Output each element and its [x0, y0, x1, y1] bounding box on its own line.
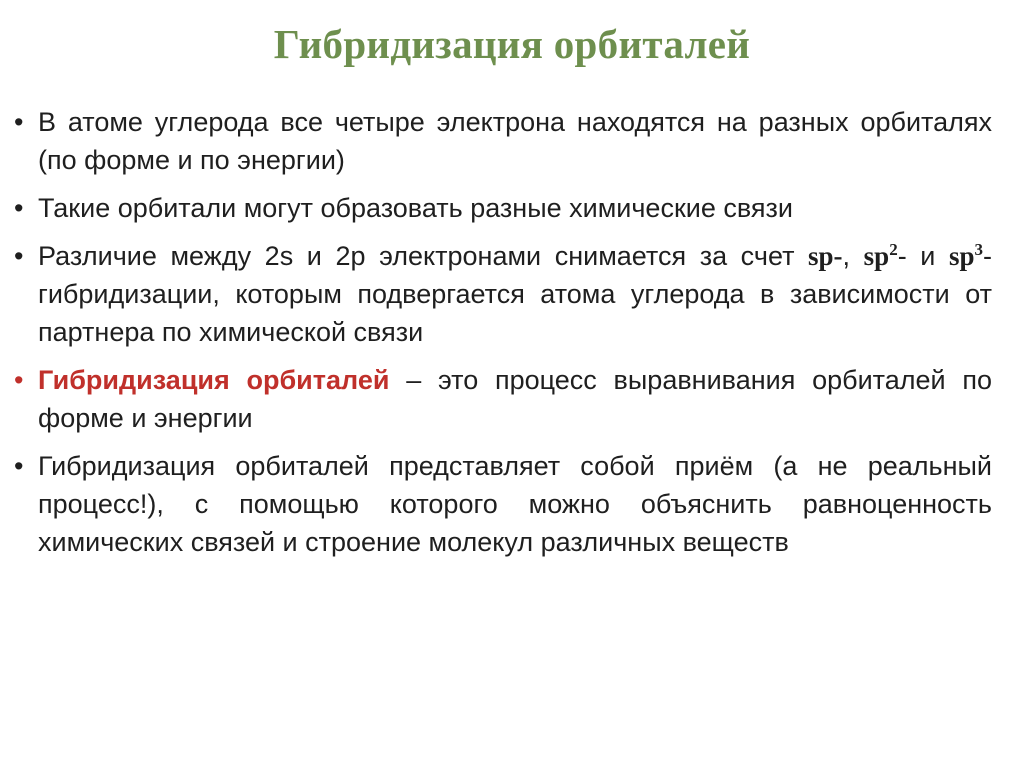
bullet-item-2: [14, 189, 992, 227]
bullet-item-5: [14, 447, 992, 561]
sp3-superscript: 3: [974, 240, 983, 259]
bullet-list: [14, 103, 992, 571]
bullet-dot-icon: •: [14, 451, 24, 481]
bullet-dot-icon: •: [14, 241, 24, 271]
sp2-term-base: sp: [863, 241, 890, 271]
bullet-text: Гибридизация орбиталей представляет собой приём (а не реальный процесс!), с помощью которого можно объяснить равноценность химических связей и строение молекул различных веществ: [38, 451, 992, 557]
bullet-dot-icon: •: [14, 365, 24, 395]
bullet-dot-icon: •: [14, 193, 24, 223]
definition-text: – это процесс выравнивания орбиталей по форме и энергии: [38, 365, 992, 433]
bullet-dot-icon: •: [14, 107, 24, 137]
slide-title: Гибридизация орбиталей: [273, 21, 751, 67]
bullet-text-after: -гибридизации, которым подвергается атома углерода в зависимости от партнера по химической связи: [38, 241, 992, 347]
bullet-text: Такие орбитали могут образовать разные химические связи: [38, 193, 793, 223]
bullet-text-before: Различие между 2s и 2p электронами снимается за счет: [38, 241, 809, 271]
bullet-item-1: [14, 103, 992, 179]
definition-term: Гибридизация орбиталей: [38, 365, 390, 395]
sp-term: sp-: [808, 241, 843, 271]
bullet-item-3: [14, 237, 992, 351]
bullet-text: В атоме углерода все четыре электрона находятся на разных орбиталях (по форме и по энергии): [38, 107, 992, 175]
conjunction: и: [906, 241, 949, 271]
bullet-item-4: [14, 361, 992, 437]
sp2-suffix: -: [897, 241, 907, 271]
separator: ,: [842, 241, 864, 271]
sp3-term-base: sp: [948, 241, 975, 271]
sp2-superscript: 2: [889, 240, 898, 259]
